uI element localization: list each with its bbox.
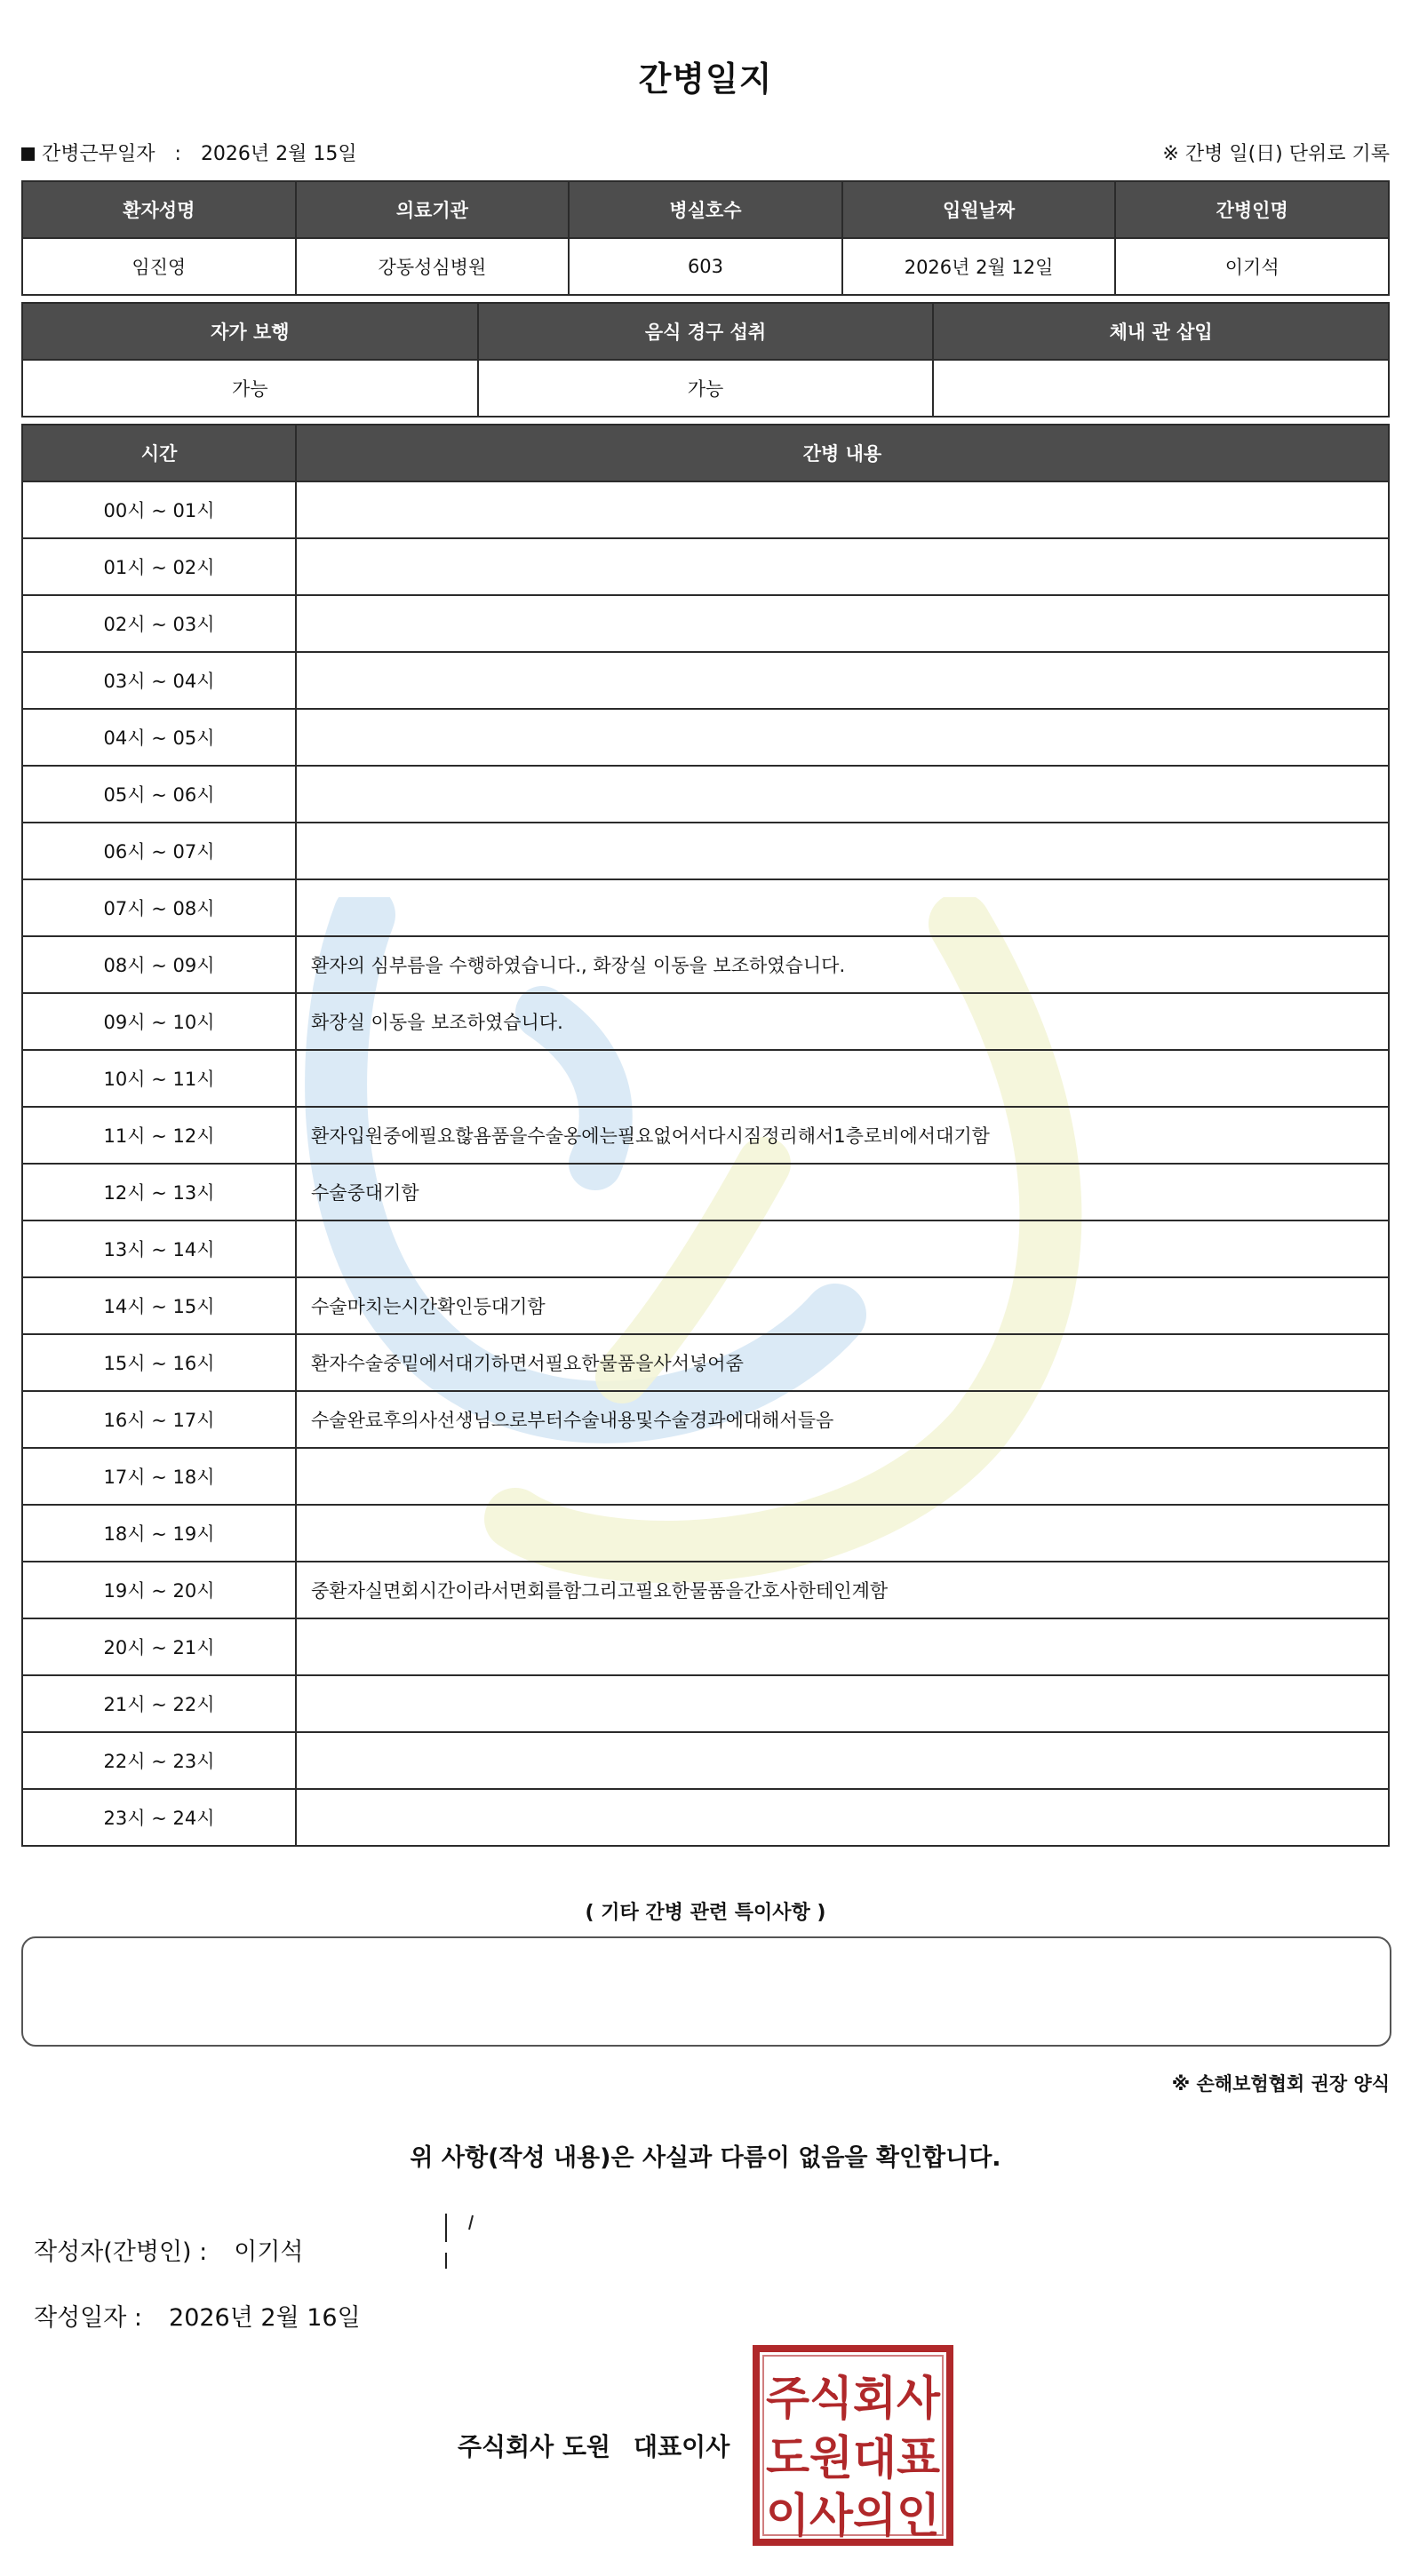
care-content [296, 1448, 1389, 1505]
care-content [296, 1789, 1389, 1846]
header-caregiver-name: 간병인명 [1115, 181, 1389, 238]
patient-name: 임진영 [22, 238, 296, 295]
work-date-separator: : [174, 143, 181, 165]
table-row [22, 709, 1389, 766]
care-content: 화장실 이동을 보조하였습니다. [296, 993, 1389, 1050]
caregiver-name: 이기석 [1115, 238, 1389, 295]
writer-name: 이기석 [234, 2238, 304, 2266]
square-bullet-icon [21, 147, 35, 161]
table-row [22, 1448, 1389, 1505]
header-self-walking: 자가 보행 [22, 303, 478, 360]
header-patient-name: 환자성명 [22, 181, 296, 238]
table-row [22, 652, 1389, 709]
care-content: 수술중대기함 [296, 1164, 1389, 1220]
table-row [22, 1732, 1389, 1789]
table-row [22, 879, 1389, 936]
written-date-line [34, 2298, 361, 2333]
company-name: 주식회사 도원 [458, 2432, 611, 2461]
care-content [296, 709, 1389, 766]
care-content [296, 879, 1389, 936]
care-content: 환자입원중에필요핞욤품을수술옹에는필요없어서다시짐정리해서1층로비에서대기함 [296, 1107, 1389, 1164]
care-content [296, 823, 1389, 879]
table-row [22, 993, 1389, 1050]
room-number: 603 [569, 238, 842, 295]
care-content: 환자의 심부름을 수행하였습니다., 화장실 이동을 보조하였습니다. [296, 936, 1389, 993]
table-row [22, 1391, 1389, 1448]
header-oral-intake: 음식 경구 섭취 [478, 303, 934, 360]
time-slot: 08시 ~ 09시 [22, 936, 296, 993]
writer-label: 작성자(간병인) : [34, 2238, 208, 2266]
seal-line-1: 주식회사 [766, 2373, 941, 2426]
admission-date: 2026년 2월 12일 [842, 238, 1116, 295]
hospital-name: 강동성심병원 [296, 238, 570, 295]
header-time: 시간 [22, 425, 296, 481]
document-title: 간병일지 [638, 60, 773, 99]
time-slot: 06시 ~ 07시 [22, 823, 296, 879]
care-log-table [21, 424, 1390, 1847]
special-notes-title: ( 기타 간병 관련 특이사항 ) [585, 1902, 826, 1924]
time-slot: 21시 ~ 22시 [22, 1675, 296, 1732]
header-hospital: 의료기관 [296, 181, 570, 238]
table-row [22, 1050, 1389, 1107]
time-slot: 17시 ~ 18시 [22, 1448, 296, 1505]
writer-line [34, 2232, 304, 2267]
time-slot: 04시 ~ 05시 [22, 709, 296, 766]
care-content: 수술마치는시간확인등대기함 [296, 1277, 1389, 1334]
time-slot: 07시 ~ 08시 [22, 879, 296, 936]
care-content [296, 1675, 1389, 1732]
time-slot: 23시 ~ 24시 [22, 1789, 296, 1846]
time-slot: 11시 ~ 12시 [22, 1107, 296, 1164]
time-slot: 15시 ~ 16시 [22, 1334, 296, 1391]
time-slot: 10시 ~ 11시 [22, 1050, 296, 1107]
header-admission-date: 입원날짜 [842, 181, 1116, 238]
table-row [22, 823, 1389, 879]
table-row [22, 1164, 1389, 1220]
care-content [296, 1618, 1389, 1675]
table-row [22, 766, 1389, 823]
daily-record-note: ※ 간병 일(日) 단위로 기록 [1162, 143, 1390, 165]
table-row [22, 1505, 1389, 1562]
table-row [22, 936, 1389, 993]
time-slot: 03시 ~ 04시 [22, 652, 296, 709]
care-content: 환자수술중밑에서대기하면서필요한물품을사서넣어줌 [296, 1334, 1389, 1391]
time-slot: 22시 ~ 23시 [22, 1732, 296, 1789]
work-date-value: 2026년 2월 15일 [200, 143, 357, 165]
care-content: 중환자실면회시간이라서면회를함그리고필요한물품을간호사한테인계함 [296, 1562, 1389, 1618]
table-row [22, 538, 1389, 595]
care-content [296, 1505, 1389, 1562]
time-slot: 00시 ~ 01시 [22, 481, 296, 538]
table-row [22, 1562, 1389, 1618]
time-slot: 05시 ~ 06시 [22, 766, 296, 823]
self-walking-value: 가능 [22, 360, 478, 417]
time-slot: 02시 ~ 03시 [22, 595, 296, 652]
written-date-value: 2026년 2월 16일 [169, 2304, 361, 2332]
table-row [22, 481, 1389, 538]
written-date-label: 작성일자 : [34, 2304, 143, 2332]
company-signoff [458, 2428, 729, 2463]
care-content [296, 538, 1389, 595]
header-room-number: 병실호수 [569, 181, 842, 238]
time-slot: 13시 ~ 14시 [22, 1220, 296, 1277]
time-slot: 12시 ~ 13시 [22, 1164, 296, 1220]
header-tube-insertion: 체내 관 삽입 [933, 303, 1389, 360]
care-content [296, 652, 1389, 709]
seal-line-2: 도원대표 [766, 2432, 940, 2485]
care-content [296, 766, 1389, 823]
patient-ability-table [21, 302, 1390, 417]
recommended-form-note: ※ 손해보험협회 권장 양식 [1171, 2073, 1390, 2095]
table-row [22, 1220, 1389, 1277]
table-row [22, 1789, 1389, 1846]
company-title: 대표이사 [634, 2432, 730, 2461]
work-date-label: 간병근무일자 [42, 143, 155, 165]
oral-intake-value: 가능 [478, 360, 934, 417]
special-notes-box [21, 1936, 1391, 2047]
header-care-content: 간병 내용 [296, 425, 1389, 481]
care-content [296, 1220, 1389, 1277]
care-log-rows [22, 481, 1389, 1846]
table-row [22, 595, 1389, 652]
tube-insertion-value [933, 360, 1389, 417]
patient-info-table [21, 180, 1390, 296]
time-slot: 01시 ~ 02시 [22, 538, 296, 595]
care-content: 수술완료후의사선생님으로부터수술내용및수술경과에대해서들음 [296, 1391, 1389, 1448]
signature-mark [437, 2210, 482, 2272]
care-content [296, 595, 1389, 652]
confirmation-statement: 위 사항(작성 내용)은 사실과 다름이 없음을 확인합니다. [410, 2144, 1001, 2172]
company-seal [753, 2345, 953, 2546]
care-content [296, 1732, 1389, 1789]
time-slot: 19시 ~ 20시 [22, 1562, 296, 1618]
table-row [22, 1675, 1389, 1732]
work-date [21, 139, 357, 166]
table-row [22, 1334, 1389, 1391]
time-slot: 14시 ~ 15시 [22, 1277, 296, 1334]
table-row [22, 1618, 1389, 1675]
time-slot: 09시 ~ 10시 [22, 993, 296, 1050]
table-row [22, 1277, 1389, 1334]
time-slot: 20시 ~ 21시 [22, 1618, 296, 1675]
time-slot: 16시 ~ 17시 [22, 1391, 296, 1448]
care-content [296, 481, 1389, 538]
time-slot: 18시 ~ 19시 [22, 1505, 296, 1562]
table-row [22, 1107, 1389, 1164]
care-content [296, 1050, 1389, 1107]
seal-line-3: 이사의인 [766, 2490, 940, 2543]
